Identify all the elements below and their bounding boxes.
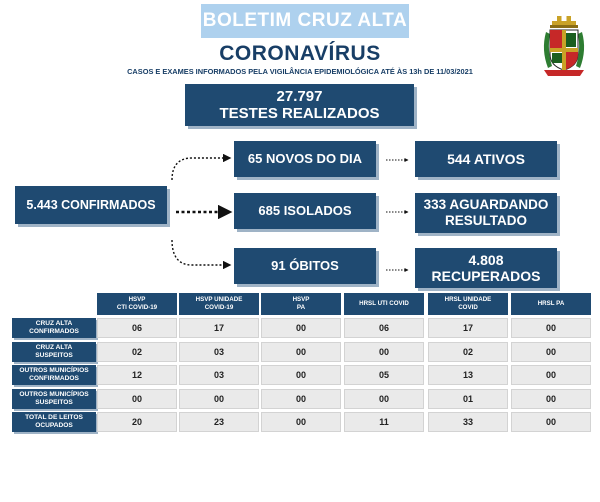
- table-cell: 00: [261, 342, 341, 362]
- table-cell: 06: [97, 318, 177, 338]
- isolados-box: [234, 193, 376, 229]
- table-cell: 00: [261, 365, 341, 385]
- table-cell: 05: [344, 365, 424, 385]
- row-header-line: TOTAL DE LEITOS: [25, 414, 83, 422]
- column-header-line: HRSL UNIDADE: [444, 296, 492, 304]
- column-header-line: HRSL PA: [537, 300, 565, 308]
- table-cell: 00: [261, 389, 341, 409]
- novos-box: [234, 141, 376, 177]
- table-cell: 00: [97, 389, 177, 409]
- isolados-text: 685 ISOLADOS: [258, 202, 352, 218]
- info-note: CASOS E EXAMES INFORMADOS PELA VIGILÂNCIA EPIDEMIOLÓGICA ATÉ ÀS 13h DE 11/03/2021: [127, 67, 473, 76]
- column-header: [428, 293, 508, 315]
- row-header-line: SUSPEITOS: [35, 399, 73, 406]
- column-header-line: HSVP UNIDADE: [195, 296, 243, 304]
- table-cell: 01: [428, 389, 508, 409]
- arrow-to-novos: [172, 158, 230, 180]
- row-header: [12, 412, 96, 432]
- recuperados-label: RECUPERADOS: [431, 268, 541, 284]
- table-cell: 02: [428, 342, 508, 362]
- table-cell: 00: [261, 412, 341, 432]
- tests-box: [185, 84, 414, 126]
- ativos-text: 544 ATIVOS: [447, 150, 525, 167]
- column-header: [179, 293, 259, 315]
- table-cell: 00: [261, 318, 341, 338]
- row-header-line: SUSPEITOS: [35, 352, 73, 359]
- column-header-line: HSVP: [128, 296, 146, 304]
- recuperados-count: 4.808: [468, 251, 504, 268]
- row-header: [12, 389, 96, 409]
- row-header-line: CONFIRMADOS: [29, 328, 79, 335]
- table-cell: 02: [97, 342, 177, 362]
- row-header-line: CONFIRMADOS: [29, 375, 79, 382]
- table-cell: 20: [97, 412, 177, 432]
- table-cell: 00: [511, 318, 591, 338]
- page-subtitle: CORONAVÍRUS: [219, 42, 381, 65]
- row-header-line: CRUZ ALTA: [35, 320, 73, 328]
- row-header-line: OCUPADOS: [35, 422, 73, 429]
- table-cell: 11: [344, 412, 424, 432]
- column-header-line: PA: [296, 304, 306, 311]
- column-header-line: COVID-19: [204, 304, 234, 311]
- novos-text: 65 NOVOS DO DIA: [247, 150, 363, 166]
- table-cell: 00: [179, 389, 259, 409]
- column-header-line: CTI COVID-19: [116, 304, 158, 311]
- recuperados-box: [415, 248, 557, 288]
- table-cell: 00: [511, 412, 591, 432]
- tests-count: 27.797: [276, 87, 323, 105]
- bulletin-title: BOLETIM CRUZ ALTA: [201, 4, 409, 38]
- row-header-line: OUTROS MUNICÍPIOS: [19, 391, 89, 399]
- aguardando-line2: RESULTADO: [445, 213, 527, 228]
- confirmed-text: 5.443 CONFIRMADOS: [26, 197, 156, 212]
- table-cell: 03: [179, 342, 259, 362]
- table-cell: 12: [97, 365, 177, 385]
- column-header-line: COVID: [458, 304, 478, 311]
- column-header: [97, 293, 177, 315]
- coat-of-arms-icon: [540, 14, 588, 78]
- obitos-text: 91 ÓBITOS: [271, 257, 339, 273]
- row-header: [12, 342, 96, 362]
- table-cell: 17: [179, 318, 259, 338]
- table-cell: 13: [428, 365, 508, 385]
- table-cell: 00: [511, 389, 591, 409]
- row-header-line: CRUZ ALTA: [35, 344, 73, 352]
- row-header: [12, 365, 96, 385]
- table-cell: 23: [179, 412, 259, 432]
- column-header: [511, 293, 591, 315]
- confirmed-box: [15, 186, 167, 224]
- obitos-box: [234, 248, 376, 284]
- table-cell: 17: [428, 318, 508, 338]
- table-cell: 33: [428, 412, 508, 432]
- ativos-box: [415, 141, 557, 177]
- aguardando-line1: 333 AGUARDANDO: [423, 197, 549, 213]
- column-header: [261, 293, 341, 315]
- table-cell: 00: [511, 342, 591, 362]
- table-cell: 03: [179, 365, 259, 385]
- arrow-to-obitos: [172, 240, 230, 265]
- table-cell: 00: [344, 389, 424, 409]
- table-cell: 00: [511, 365, 591, 385]
- column-header: [344, 293, 424, 315]
- tests-label: TESTES REALIZADOS: [219, 105, 380, 122]
- table-cell: 06: [344, 318, 424, 338]
- column-header-line: HSVP: [292, 296, 310, 304]
- column-header-line: HRSL UTI COVID: [359, 300, 409, 308]
- row-header: [12, 318, 96, 338]
- row-header-line: OUTROS MUNICÍPIOS: [19, 367, 89, 375]
- aguardando-box: [415, 193, 557, 233]
- table-cell: 00: [344, 342, 424, 362]
